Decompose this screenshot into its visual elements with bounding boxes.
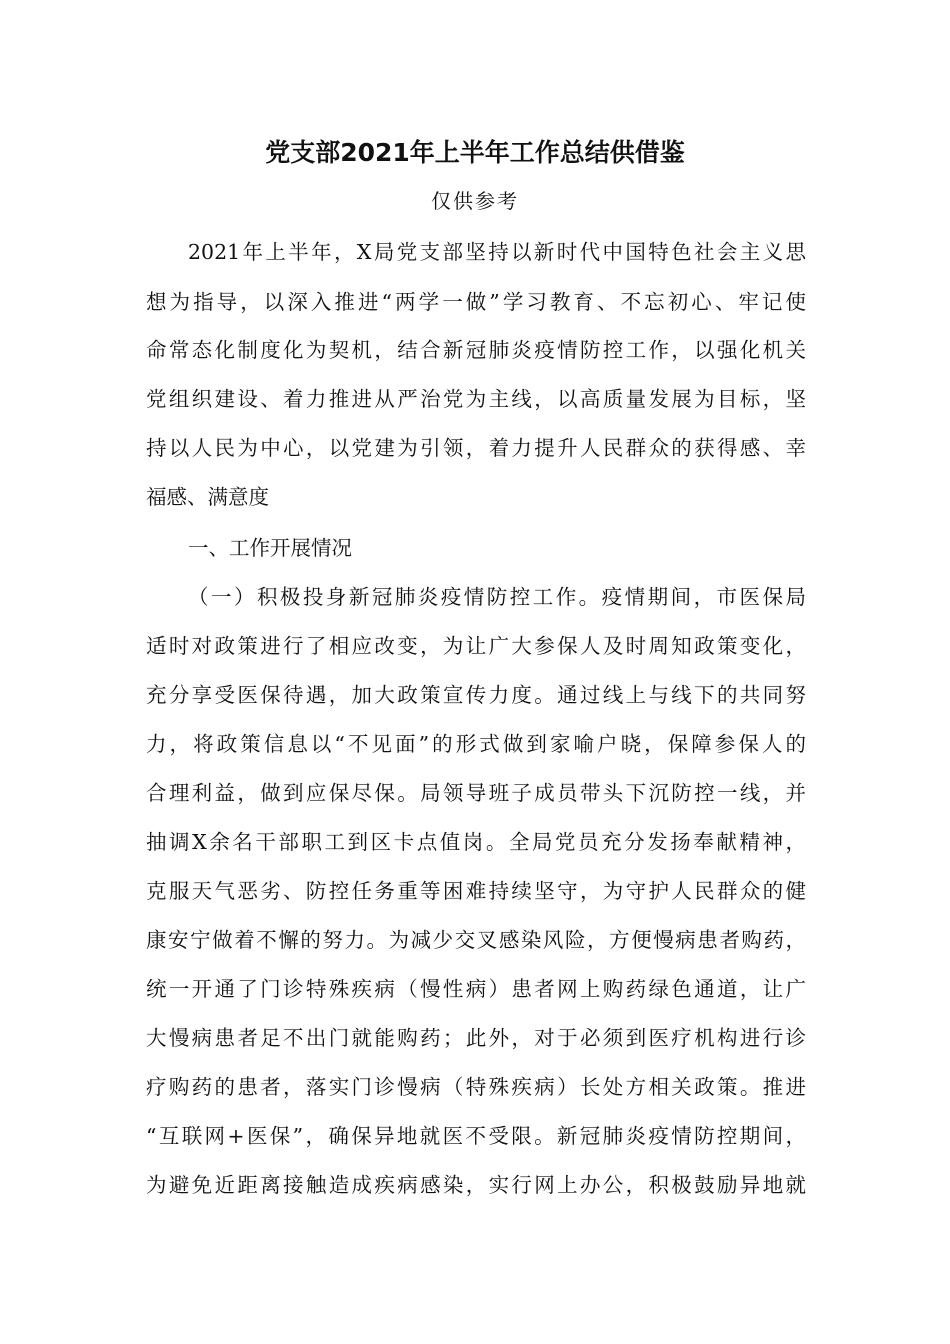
paragraph-line: 命常态化制度化为契机，结合新冠肺炎疫情防控工作，以强化机关 [146,338,806,362]
paragraph-line: 力，将政策信息以“不见面”的形式做到家喻户晓，保障参保人的 [146,732,806,756]
paragraph-line: 为避免近距离接触造成疾病感染，实行网上办公，积极鼓励异地就 [146,1173,806,1197]
paragraph-line: “互联网+医保”，确保异地就医不受限。新冠肺炎疫情防控期间， [146,1124,806,1148]
paragraph-line: 克服天气恶劣、防控任务重等困难持续坚守，为守护人民群众的健 [146,879,806,903]
paragraph-line: 疗购药的患者，落实门诊慢病（特殊疾病）长处方相关政策。推进 [146,1075,806,1099]
paragraph-line: 党组织建设、着力推进从严治党为主线，以高质量发展为目标，坚 [146,387,806,411]
paragraph-line: 想为指导，以深入推进“两学一做”学习教育、不忘初心、牢记使 [146,290,806,314]
paragraph-line: 大慢病患者足不出门就能购药；此外，对于必须到医疗机构进行诊 [146,1026,806,1050]
document-subtitle: 仅供参考 [431,189,519,213]
paragraph-line: 合理利益，做到应保尽保。局领导班子成员带头下沉防控一线，并 [146,781,806,805]
section-heading: 一、工作开展情况 [188,536,352,560]
paragraph-line: 统一开通了门诊特殊疾病（慢性病）患者网上购药绿色通道，让广 [146,977,806,1001]
document-title: 党支部2021年上半年工作总结供借鉴 [265,138,685,167]
paragraph-line: 充分享受医保待遇，加大政策宣传力度。通过线上与线下的共同努 [146,683,806,707]
paragraph-line: （一）积极投身新冠肺炎疫情防控工作。疫情期间，市医保局 [188,585,806,609]
paragraph-line: 适时对政策进行了相应改变，为让广大参保人及时周知政策变化， [146,634,806,658]
paragraph-line: 福感、满意度 [146,485,269,509]
paragraph-line: 持以人民为中心，以党建为引领，着力提升人民群众的获得感、幸 [146,436,806,460]
paragraph-line: 抽调X余名干部职工到区卡点值岗。全局党员充分发扬奉献精神， [146,830,806,854]
paragraph-line: 康安宁做着不懈的努力。为减少交叉感染风险，方便慢病患者购药， [146,928,806,952]
paragraph-line: 2021年上半年，X局党支部坚持以新时代中国特色社会主义思 [188,240,806,264]
